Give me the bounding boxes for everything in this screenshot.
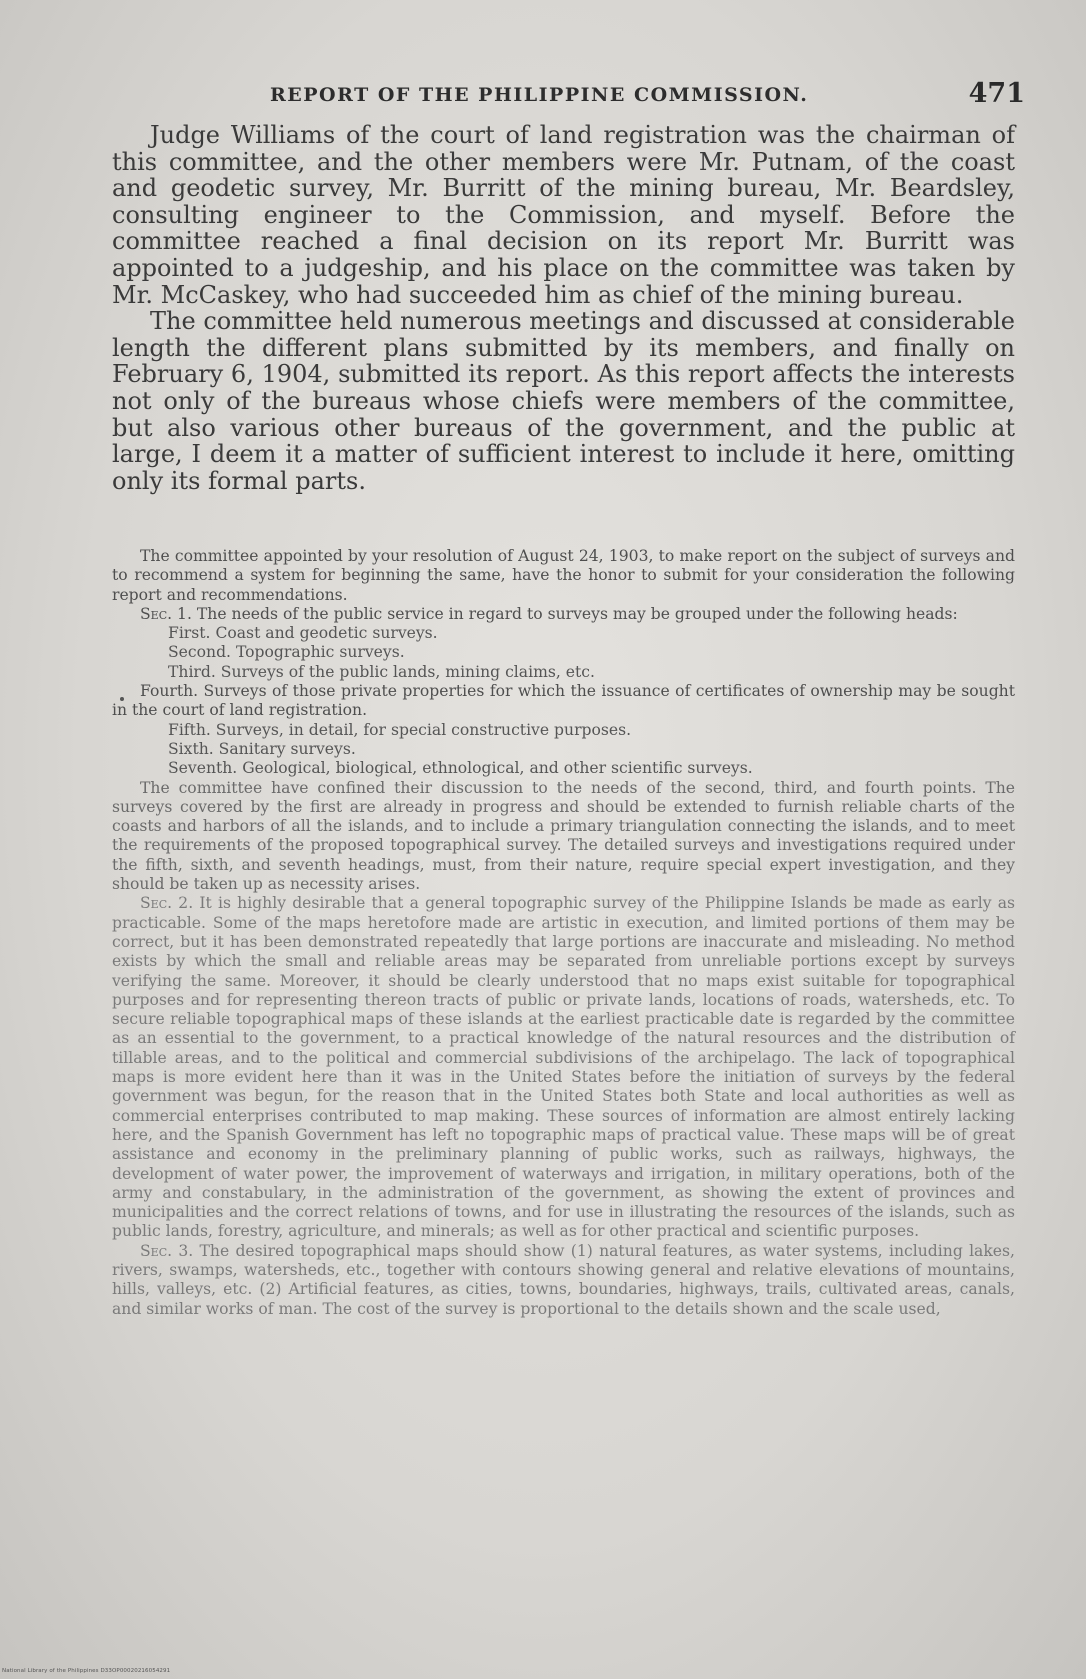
- running-head: REPORT OF THE PHILIPPINE COMMISSION.: [270, 84, 809, 106]
- head-sixth: Sixth. Sanitary surveys.: [168, 739, 356, 758]
- paragraph-committee-report: The committee held numerous meetings and discussed at considerable length the different plans submitted by its members, and finally on February 6, 1904, submitted its report. As this report affects the interests not only of the bureaus whose chiefs were members of the committee, but also various other bureaus of the government, and the public at large, I deem it a matter of sufficient interest to include it here, omitting only its formal parts.: [112, 307, 1015, 495]
- section-1-text: The needs of the public service in regard to surveys may be grouped under the following heads:: [196, 604, 958, 623]
- head-seventh: Seventh. Geological, biological, ethnological, and other scientific surveys.: [168, 759, 753, 778]
- committee-report: [112, 547, 1015, 1319]
- head-third: Third. Surveys of the public lands, mining claims, etc.: [168, 662, 595, 681]
- head-fifth: Fifth. Surveys, in detail, for special constructive purposes.: [168, 720, 632, 739]
- section-1-label: Sec. 1.: [140, 604, 192, 623]
- section-1: [112, 605, 1015, 624]
- head-fourth: Fourth. Surveys of those private properties for which the issuance of certificates of ownership may be sought in the court of land registration.: [112, 682, 1015, 720]
- section-2-text: It is highly desirable that a general topographic survey of the Philippine Islands be made as early as practicable. Some of the maps heretofore made are artistic in execution, and limited portions of them may be correct, but it has been demonstrated repeatedly that large portions are inaccurate and misleading. No method exists by which the small and reliable areas may be separated from unreliable portions except by surveys verifying the same. Moreover, it should be clearly understood that no maps exist suitable for topographical purposes and for representing thereon tracts of public or private lands, locations of roads, watersheds, etc. To secure reliable topographical maps of these islands at the earliest practicable date is regarded by the committee as an essential to the government, to a practical knowledge of the natural resources and the distribution of tillable areas, and to the political and commercial subdivisions of the archipelago. The lack of topographical maps is more evident here than it was in the United States before the initiation of surveys by the federal government was begun, for the reason that in the United States both State and local authorities as well as commercial enterprises contributed to map making. These sources of information are almost entirely lacking here, and the Spanish Government has left no topographic maps of practical value. These maps will be of great assistance and economy in the preliminary planning of public works, such as railways, highways, the development of water power, the improvement of waterways and irrigation, in military operations, both of the army and constabulary, in the administration of the government, as showing the extent of provinces and municipalities and the correct relations of towns, and for use in illustrating the resources of the islands, such as public lands, forestry, agriculture, and minerals; as well as for other practical and scientific purposes.: [112, 894, 1015, 1241]
- report-intro: The committee appointed by your resolution of August 24, 1903, to make report on the subject of surveys and to recommend a system for beginning the same, have the honor to submit for your consideration the following report and recommendations.: [112, 547, 1015, 604]
- scan-identifier: National Library of the Philippines D33OP00020216054291: [2, 1668, 171, 1674]
- paragraph-committee-members: Judge Williams of the court of land registration was the chairman of this committee, and the other members were Mr. Putnam, of the coast and geodetic survey, Mr. Burritt of the mining bureau, Mr. Beardsley, consulting engineer to the Commission, and myself. Before the committee reached a final decision on its report Mr. Burritt was appointed to a judgeship, and his place on the committee was taken by Mr. McCaskey, who had succeeded him as chief of the mining bureau.: [112, 121, 1015, 309]
- page-header: [120, 78, 1025, 118]
- page-number: 471: [968, 78, 1025, 109]
- paragraph-confined: The committee have confined their discussion to the needs of the second, third, and fourth points. The surveys covered by the first are already in progress and should be extended to furnish reliable charts of the coasts and harbors of all the islands, and to include a primary triangulation connecting the islands, and to meet the requirements of the proposed topographical survey. The detailed surveys and investigations required under the fifth, sixth, and seventh headings, must, from their nature, require special expert investigation, and they should be taken up as necessity arises.: [112, 778, 1015, 894]
- head-second: Second. Topographic surveys.: [168, 643, 405, 662]
- section-3-text: The desired topographical maps should show (1) natural features, as water systems, including lakes, rivers, swamps, watersheds, etc., together with contours showing general and relative elevations of mountains, hills, valleys, etc. (2) Artificial features, as cities, towns, boundaries, highways, trails, cultivated areas, canals, and similar works of man. The cost of the survey is proportional to the details shown and the scale used,: [112, 1241, 1015, 1318]
- head-first: First. Coast and geodetic surveys.: [168, 624, 438, 643]
- section-2: [112, 894, 1015, 1241]
- section-2-label: Sec. 2.: [140, 894, 194, 913]
- section-3-label: Sec. 3.: [140, 1241, 194, 1260]
- main-text: [112, 122, 1015, 494]
- section-3: [112, 1242, 1015, 1319]
